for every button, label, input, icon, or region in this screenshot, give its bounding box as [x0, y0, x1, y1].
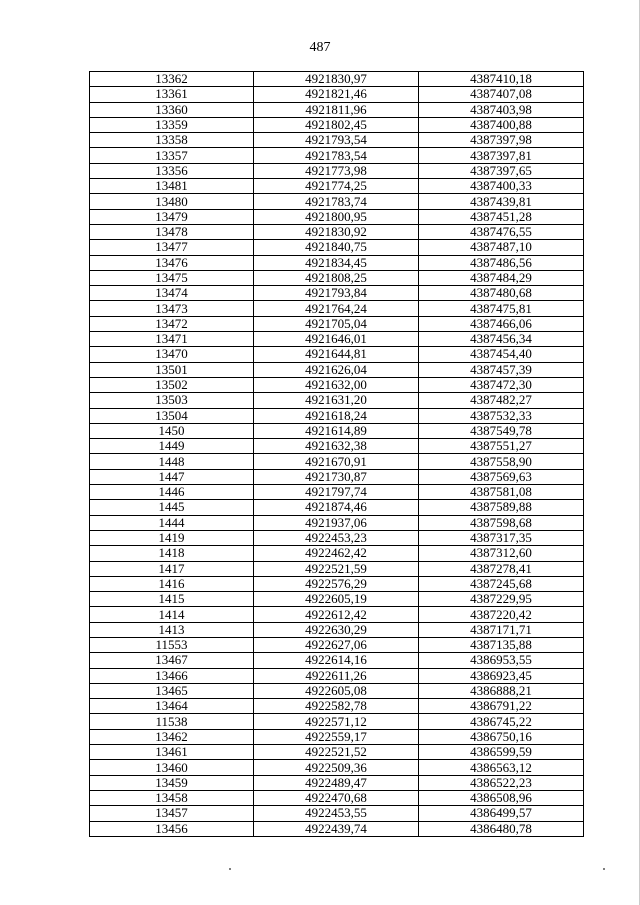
table-row — [90, 393, 584, 408]
point-number-cell: 1415 — [90, 592, 254, 607]
table-row — [90, 454, 584, 469]
x-coordinate-cell: 4922453,23 — [254, 530, 419, 545]
point-number-cell: 1444 — [90, 515, 254, 530]
table-row — [90, 622, 584, 637]
x-coordinate-cell: 4922462,42 — [254, 546, 419, 561]
y-coordinate-cell: 4387317,35 — [419, 530, 584, 545]
x-coordinate-cell: 4922439,74 — [254, 821, 419, 836]
y-coordinate-cell: 4387482,27 — [419, 393, 584, 408]
table-row — [90, 729, 584, 744]
table-row — [90, 72, 584, 87]
table-row — [90, 439, 584, 454]
x-coordinate-cell: 4921800,95 — [254, 209, 419, 224]
table-row — [90, 240, 584, 255]
point-number-cell: 1450 — [90, 423, 254, 438]
table-row — [90, 775, 584, 790]
y-coordinate-cell: 4386750,16 — [419, 729, 584, 744]
x-coordinate-cell: 4921830,97 — [254, 72, 419, 87]
point-number-cell: 13476 — [90, 255, 254, 270]
point-number-cell: 13356 — [90, 163, 254, 178]
x-coordinate-cell: 4921626,04 — [254, 362, 419, 377]
table-row — [90, 500, 584, 515]
point-number-cell: 11538 — [90, 714, 254, 729]
x-coordinate-cell: 4921834,45 — [254, 255, 419, 270]
table-row — [90, 806, 584, 821]
x-coordinate-cell: 4921802,45 — [254, 117, 419, 132]
point-number-cell: 13471 — [90, 332, 254, 347]
y-coordinate-cell: 4387569,63 — [419, 469, 584, 484]
x-coordinate-cell: 4922582,78 — [254, 699, 419, 714]
point-number-cell: 1413 — [90, 622, 254, 637]
y-coordinate-cell: 4387229,95 — [419, 592, 584, 607]
point-number-cell: 13503 — [90, 393, 254, 408]
x-coordinate-cell: 4921705,04 — [254, 316, 419, 331]
x-coordinate-cell: 4921646,01 — [254, 332, 419, 347]
point-number-cell: 13475 — [90, 270, 254, 285]
y-coordinate-cell: 4387135,88 — [419, 637, 584, 652]
table-row — [90, 255, 584, 270]
table-row — [90, 576, 584, 591]
table-row — [90, 469, 584, 484]
point-number-cell: 13457 — [90, 806, 254, 821]
point-number-cell: 13461 — [90, 745, 254, 760]
y-coordinate-cell: 4387475,81 — [419, 301, 584, 316]
table-row — [90, 316, 584, 331]
x-coordinate-cell: 4922521,52 — [254, 745, 419, 760]
y-coordinate-cell: 4387397,98 — [419, 133, 584, 148]
x-coordinate-cell: 4921874,46 — [254, 500, 419, 515]
y-coordinate-cell: 4386480,78 — [419, 821, 584, 836]
point-number-cell: 13472 — [90, 316, 254, 331]
table-row — [90, 224, 584, 239]
table-row — [90, 592, 584, 607]
point-number-cell: 11553 — [90, 637, 254, 652]
x-coordinate-cell: 4922559,17 — [254, 729, 419, 744]
y-coordinate-cell: 4386522,23 — [419, 775, 584, 790]
y-coordinate-cell: 4387403,98 — [419, 102, 584, 117]
x-coordinate-cell: 4921764,24 — [254, 301, 419, 316]
y-coordinate-cell: 4387171,71 — [419, 622, 584, 637]
y-coordinate-cell: 4387278,41 — [419, 561, 584, 576]
table-row — [90, 821, 584, 836]
point-number-cell: 13502 — [90, 377, 254, 392]
y-coordinate-cell: 4386745,22 — [419, 714, 584, 729]
x-coordinate-cell: 4921774,25 — [254, 179, 419, 194]
point-number-cell: 13474 — [90, 286, 254, 301]
coordinates-table-body — [90, 72, 584, 837]
table-row — [90, 653, 584, 668]
point-number-cell: 13462 — [90, 729, 254, 744]
table-row — [90, 286, 584, 301]
point-number-cell: 13361 — [90, 87, 254, 102]
point-number-cell: 13501 — [90, 362, 254, 377]
table-row — [90, 102, 584, 117]
x-coordinate-cell: 4922509,36 — [254, 760, 419, 775]
y-coordinate-cell: 4387486,56 — [419, 255, 584, 270]
x-coordinate-cell: 4922630,29 — [254, 622, 419, 637]
x-coordinate-cell: 4921811,96 — [254, 102, 419, 117]
table-row — [90, 745, 584, 760]
point-number-cell: 13466 — [90, 668, 254, 683]
table-row — [90, 301, 584, 316]
table-row — [90, 347, 584, 362]
y-coordinate-cell: 4387407,08 — [419, 87, 584, 102]
table-row — [90, 683, 584, 698]
point-number-cell: 1418 — [90, 546, 254, 561]
table-row — [90, 87, 584, 102]
table-row — [90, 485, 584, 500]
point-number-cell: 13470 — [90, 347, 254, 362]
y-coordinate-cell: 4387589,88 — [419, 500, 584, 515]
x-coordinate-cell: 4921840,75 — [254, 240, 419, 255]
point-number-cell: 13358 — [90, 133, 254, 148]
point-number-cell: 13473 — [90, 301, 254, 316]
x-coordinate-cell: 4921793,84 — [254, 286, 419, 301]
point-number-cell: 13477 — [90, 240, 254, 255]
x-coordinate-cell: 4921632,00 — [254, 377, 419, 392]
x-coordinate-cell: 4921937,06 — [254, 515, 419, 530]
point-number-cell: 1448 — [90, 454, 254, 469]
x-coordinate-cell: 4922614,16 — [254, 653, 419, 668]
point-number-cell: 1446 — [90, 485, 254, 500]
y-coordinate-cell: 4386599,59 — [419, 745, 584, 760]
y-coordinate-cell: 4387558,90 — [419, 454, 584, 469]
y-coordinate-cell: 4387551,27 — [419, 439, 584, 454]
x-coordinate-cell: 4921808,25 — [254, 270, 419, 285]
table-row — [90, 546, 584, 561]
point-number-cell: 13460 — [90, 760, 254, 775]
point-number-cell: 1416 — [90, 576, 254, 591]
y-coordinate-cell: 4387480,68 — [419, 286, 584, 301]
y-coordinate-cell: 4387598,68 — [419, 515, 584, 530]
x-coordinate-cell: 4921614,89 — [254, 423, 419, 438]
point-number-cell: 13360 — [90, 102, 254, 117]
table-row — [90, 408, 584, 423]
x-coordinate-cell: 4921631,20 — [254, 393, 419, 408]
x-coordinate-cell: 4921644,81 — [254, 347, 419, 362]
y-coordinate-cell: 4387397,65 — [419, 163, 584, 178]
x-coordinate-cell: 4922612,42 — [254, 607, 419, 622]
table-row — [90, 133, 584, 148]
table-row — [90, 714, 584, 729]
point-number-cell: 13458 — [90, 790, 254, 805]
table-row — [90, 377, 584, 392]
y-coordinate-cell: 4387245,68 — [419, 576, 584, 591]
point-number-cell: 13459 — [90, 775, 254, 790]
x-coordinate-cell: 4921783,54 — [254, 148, 419, 163]
table-row — [90, 117, 584, 132]
y-coordinate-cell: 4387466,06 — [419, 316, 584, 331]
x-coordinate-cell: 4921793,54 — [254, 133, 419, 148]
x-coordinate-cell: 4921783,74 — [254, 194, 419, 209]
y-coordinate-cell: 4386508,96 — [419, 790, 584, 805]
y-coordinate-cell: 4386563,12 — [419, 760, 584, 775]
y-coordinate-cell: 4387549,78 — [419, 423, 584, 438]
table-row — [90, 760, 584, 775]
y-coordinate-cell: 4386888,21 — [419, 683, 584, 698]
point-number-cell: 1449 — [90, 439, 254, 454]
table-row — [90, 515, 584, 530]
x-coordinate-cell: 4922521,59 — [254, 561, 419, 576]
y-coordinate-cell: 4387454,40 — [419, 347, 584, 362]
point-number-cell: 1445 — [90, 500, 254, 515]
scan-speck — [229, 868, 231, 870]
x-coordinate-cell: 4921730,87 — [254, 469, 419, 484]
x-coordinate-cell: 4921632,38 — [254, 439, 419, 454]
y-coordinate-cell: 4387312,60 — [419, 546, 584, 561]
point-number-cell: 1447 — [90, 469, 254, 484]
point-number-cell: 13479 — [90, 209, 254, 224]
point-number-cell: 1417 — [90, 561, 254, 576]
table-row — [90, 668, 584, 683]
point-number-cell: 13478 — [90, 224, 254, 239]
y-coordinate-cell: 4386923,45 — [419, 668, 584, 683]
point-number-cell: 13467 — [90, 653, 254, 668]
table-row — [90, 179, 584, 194]
point-number-cell: 13357 — [90, 148, 254, 163]
point-number-cell: 13464 — [90, 699, 254, 714]
x-coordinate-cell: 4922489,47 — [254, 775, 419, 790]
coordinates-table — [89, 71, 584, 837]
table-row — [90, 270, 584, 285]
y-coordinate-cell: 4387532,33 — [419, 408, 584, 423]
point-number-cell: 13465 — [90, 683, 254, 698]
y-coordinate-cell: 4387220,42 — [419, 607, 584, 622]
y-coordinate-cell: 4387484,29 — [419, 270, 584, 285]
point-number-cell: 13481 — [90, 179, 254, 194]
point-number-cell: 1419 — [90, 530, 254, 545]
point-number-cell: 13480 — [90, 194, 254, 209]
y-coordinate-cell: 4387439,81 — [419, 194, 584, 209]
y-coordinate-cell: 4387456,34 — [419, 332, 584, 347]
x-coordinate-cell: 4922576,29 — [254, 576, 419, 591]
x-coordinate-cell: 4921773,98 — [254, 163, 419, 178]
table-row — [90, 607, 584, 622]
table-row — [90, 209, 584, 224]
y-coordinate-cell: 4387476,55 — [419, 224, 584, 239]
x-coordinate-cell: 4921830,92 — [254, 224, 419, 239]
x-coordinate-cell: 4921618,24 — [254, 408, 419, 423]
y-coordinate-cell: 4387400,88 — [419, 117, 584, 132]
table-row — [90, 699, 584, 714]
y-coordinate-cell: 4387410,18 — [419, 72, 584, 87]
point-number-cell: 13362 — [90, 72, 254, 87]
table-row — [90, 362, 584, 377]
x-coordinate-cell: 4922611,26 — [254, 668, 419, 683]
table-row — [90, 163, 584, 178]
y-coordinate-cell: 4387581,08 — [419, 485, 584, 500]
table-row — [90, 423, 584, 438]
x-coordinate-cell: 4921821,46 — [254, 87, 419, 102]
x-coordinate-cell: 4921797,74 — [254, 485, 419, 500]
point-number-cell: 13456 — [90, 821, 254, 836]
page-number: 487 — [309, 40, 331, 55]
point-number-cell: 1414 — [90, 607, 254, 622]
y-coordinate-cell: 4387487,10 — [419, 240, 584, 255]
table-row — [90, 148, 584, 163]
y-coordinate-cell: 4386953,55 — [419, 653, 584, 668]
x-coordinate-cell: 4922470,68 — [254, 790, 419, 805]
point-number-cell: 13504 — [90, 408, 254, 423]
y-coordinate-cell: 4386499,57 — [419, 806, 584, 821]
x-coordinate-cell: 4921670,91 — [254, 454, 419, 469]
x-coordinate-cell: 4922571,12 — [254, 714, 419, 729]
y-coordinate-cell: 4386791,22 — [419, 699, 584, 714]
table-row — [90, 332, 584, 347]
x-coordinate-cell: 4922453,55 — [254, 806, 419, 821]
table-row — [90, 194, 584, 209]
x-coordinate-cell: 4922627,06 — [254, 637, 419, 652]
x-coordinate-cell: 4922605,19 — [254, 592, 419, 607]
scan-speck — [603, 868, 605, 870]
y-coordinate-cell: 4387472,30 — [419, 377, 584, 392]
y-coordinate-cell: 4387451,28 — [419, 209, 584, 224]
y-coordinate-cell: 4387457,39 — [419, 362, 584, 377]
table-row — [90, 530, 584, 545]
table-row — [90, 637, 584, 652]
y-coordinate-cell: 4387397,81 — [419, 148, 584, 163]
table-row — [90, 790, 584, 805]
y-coordinate-cell: 4387400,33 — [419, 179, 584, 194]
point-number-cell: 13359 — [90, 117, 254, 132]
x-coordinate-cell: 4922605,08 — [254, 683, 419, 698]
table-row — [90, 561, 584, 576]
